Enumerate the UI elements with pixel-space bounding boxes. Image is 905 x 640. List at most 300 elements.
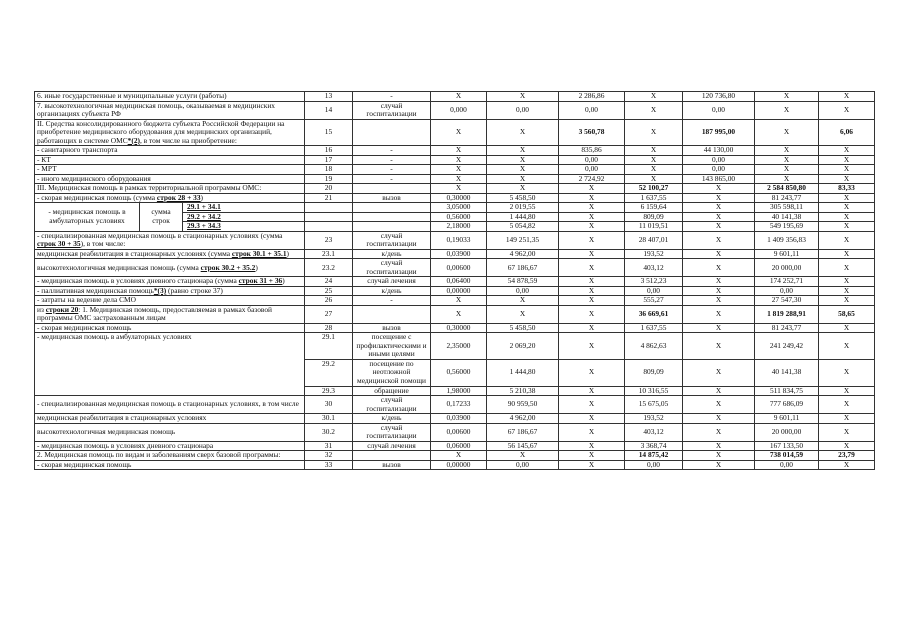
row-name (35, 296, 305, 306)
cell-c3: X (431, 305, 487, 323)
row-line-number (305, 222, 353, 232)
row-name-ref: строк 31 + 36 (238, 276, 283, 286)
cell-c3: X (431, 119, 487, 146)
cell-c8: 20 000,00 (755, 423, 819, 441)
row-unit: вызов (353, 460, 431, 470)
row-name (35, 423, 305, 441)
cell-c8: X (755, 92, 819, 102)
cell-c9: X (819, 460, 875, 470)
row-name (35, 451, 305, 461)
cell-c6: 555,27 (625, 296, 683, 306)
amb2-label: - медицинская помощь в амбулаторных условиях (35, 333, 305, 396)
amb-ref: 29.3 + 34.3 (187, 221, 221, 231)
cell-c4: 2 019,55 (487, 203, 559, 213)
row-name (35, 259, 305, 277)
cell-c8: X (755, 119, 819, 146)
cell-c3: X (431, 92, 487, 102)
cell-c3: X (431, 165, 487, 175)
cell-c3: 0,000 (431, 101, 487, 119)
row-name-text: - КТ (37, 155, 51, 164)
cell-c7: 120 736,80 (683, 92, 755, 102)
amb-ref: 29.2 + 34.2 (183, 213, 304, 223)
row-name-text: 6. иные государственные и муниципальные услуги (работы) (37, 91, 227, 100)
row-name-text: - скорая медицинская помощь (37, 323, 132, 332)
cell-c8: 241 249,42 (755, 333, 819, 360)
row-name-ref: строк 30.2 + 35.2 (200, 262, 256, 272)
cell-c9: X (819, 441, 875, 451)
cell-c4: X (487, 296, 559, 306)
row-name-ref: строк 30 + 35 (37, 239, 81, 249)
cell-c6: 28 407,01 (625, 231, 683, 249)
cell-c3: 0,03900 (431, 414, 487, 424)
table-row (35, 193, 875, 203)
cell-c9: X (819, 193, 875, 203)
row-name-text: - медицинская помощь в условиях дневного стационара (сумма (37, 276, 239, 286)
cell-c9: X (819, 333, 875, 360)
cell-c6: X (625, 174, 683, 184)
cell-c3: 0,06000 (431, 441, 487, 451)
cell-c9: X (819, 259, 875, 277)
table-row (35, 249, 875, 259)
cell-c7: X (683, 460, 755, 470)
cell-c9: X (819, 101, 875, 119)
cell-c8: 9 601,11 (755, 249, 819, 259)
cell-c8: 27 547,30 (755, 296, 819, 306)
cell-c5: X (559, 222, 625, 232)
cell-c3: 0,00000 (431, 460, 487, 470)
row-name-text: II. Средства консолидированного бюджета субъекта Российской Федерации на приобретение медицинского оборудования для медицинских организаций, работающих в системе ОМС (37, 119, 285, 145)
cell-c3: 2,18000 (431, 222, 487, 232)
cell-c7: X (683, 203, 755, 213)
cell-c5: 2 286,86 (559, 92, 625, 102)
cell-c9: X (819, 386, 875, 396)
row-line-number: 23 (305, 231, 353, 249)
cell-c3: 3,05000 (431, 203, 487, 213)
cell-c8: 777 686,09 (755, 396, 819, 414)
cell-c4: 90 959,50 (487, 396, 559, 414)
row-line-number: 14 (305, 101, 353, 119)
cell-c4: 54 878,59 (487, 277, 559, 287)
cell-c4: X (487, 451, 559, 461)
cell-c8: 0,00 (755, 460, 819, 470)
row-line-number: 29.1 (305, 333, 353, 360)
cell-c5: X (559, 323, 625, 333)
row-name-text: - затраты на ведение дела СМО (37, 295, 136, 305)
cell-c4: 1 444,80 (487, 212, 559, 222)
cell-c6: 11 019,51 (625, 222, 683, 232)
row-line-number: 26 (305, 296, 353, 306)
row-name (35, 146, 305, 156)
row-name (35, 396, 305, 414)
cell-c8: 511 834,75 (755, 386, 819, 396)
cell-c4: 0,00 (487, 460, 559, 470)
cell-c6: 52 100,27 (625, 184, 683, 194)
row-name-text: - специализированная медицинская помощь в стационарных условиях (сумма (37, 231, 283, 240)
table-row (35, 259, 875, 277)
table-row (35, 184, 875, 194)
row-name-text: медицинская реабилитация в стационарных условиях (37, 413, 207, 423)
row-line-number: 25 (305, 286, 353, 296)
row-name-text: - специализированная медицинская помощь в стационарных условиях, в том числе (37, 399, 299, 409)
row-name-text: - медицинская помощь в условиях дневного стационара (37, 441, 214, 450)
cell-c5: 0,00 (559, 101, 625, 119)
cell-c5: X (559, 396, 625, 414)
table-row (35, 414, 875, 424)
cell-c3: 0,03900 (431, 249, 487, 259)
cell-c9: X (819, 92, 875, 102)
cell-c3: 0,00600 (431, 423, 487, 441)
cell-c5: X (559, 359, 625, 386)
cell-c4: 0,00 (487, 286, 559, 296)
cell-c8: X (755, 146, 819, 156)
cell-c7: X (683, 423, 755, 441)
cell-c9: 83,33 (819, 184, 875, 194)
row-name (35, 165, 305, 175)
row-name (35, 441, 305, 451)
table-row (35, 174, 875, 184)
cell-c7: X (683, 212, 755, 222)
cell-c7: 0,00 (683, 165, 755, 175)
cell-c3: X (431, 451, 487, 461)
cell-c3: 0,56000 (431, 212, 487, 222)
cell-c5: 0,00 (559, 155, 625, 165)
cell-c5: X (559, 460, 625, 470)
row-line-number: 21 (305, 193, 353, 203)
cell-c7: X (683, 231, 755, 249)
row-line-number: 23.2 (305, 259, 353, 277)
row-name-text: высокотехнологичная медицинская помощь (37, 426, 176, 436)
row-name (35, 155, 305, 165)
row-name (35, 119, 305, 146)
cell-c9: X (819, 323, 875, 333)
cell-c6: 1 637,55 (625, 193, 683, 203)
row-name-text: из (37, 305, 46, 314)
row-name-tail: , в том числе на приобретение: (139, 135, 237, 145)
cell-c9: X (819, 174, 875, 184)
amb-sum-label: сумма строк (140, 203, 183, 231)
cell-c8: 305 598,11 (755, 203, 819, 213)
cell-c7: X (683, 277, 755, 287)
row-line-number: 24 (305, 277, 353, 287)
row-unit: - (353, 296, 431, 306)
cell-c3: 0,19033 (431, 231, 487, 249)
cell-c4: X (487, 174, 559, 184)
row-unit: - (353, 155, 431, 165)
cell-c6: 0,00 (625, 460, 683, 470)
cell-c8: X (755, 101, 819, 119)
cell-c7: X (683, 451, 755, 461)
cell-c3: X (431, 174, 487, 184)
row-unit: случай госпитализации (353, 231, 431, 249)
cell-c6: 3 512,23 (625, 277, 683, 287)
table-row (35, 165, 875, 175)
cell-c3: 2,35000 (431, 333, 487, 360)
cell-c7: X (683, 359, 755, 386)
cell-c7: 0,00 (683, 101, 755, 119)
row-unit (353, 451, 431, 461)
cell-c6: 36 669,61 (625, 305, 683, 323)
row-name-text: III. Медицинская помощь в рамках территориальной программы ОМС: (37, 183, 262, 193)
cell-c4: 5 054,82 (487, 222, 559, 232)
amb-label-text: - медицинская помощь в амбулаторных условиях (35, 203, 140, 231)
cell-c5: X (559, 203, 625, 213)
row-line-number: 18 (305, 165, 353, 175)
row-line-number: 27 (305, 305, 353, 323)
cell-c4: 4 962,00 (487, 249, 559, 259)
cell-c8: 2 584 850,80 (755, 184, 819, 194)
row-name-text: - скорая медицинская помощь (37, 460, 132, 469)
row-name-text: - скорая медицинская помощь (сумма (37, 193, 157, 202)
cell-c5: X (559, 193, 625, 203)
cell-c7: X (683, 323, 755, 333)
cell-c4: X (487, 92, 559, 102)
cell-c4: X (487, 146, 559, 156)
cell-c8: X (755, 174, 819, 184)
table-row (35, 92, 875, 102)
row-line-number: 20 (305, 184, 353, 194)
row-unit: случай госпитализации (353, 396, 431, 414)
cell-c9: X (819, 296, 875, 306)
row-unit: посещение по неотложной медицинской помощи (353, 359, 431, 386)
row-line-number: 32 (305, 451, 353, 461)
cell-c6: X (625, 119, 683, 146)
cell-c5: 3 560,78 (559, 119, 625, 146)
row-name (35, 193, 305, 203)
cell-c3: 0,17233 (431, 396, 487, 414)
cell-c3: X (431, 146, 487, 156)
cell-c6: X (625, 146, 683, 156)
table-row (35, 451, 875, 461)
row-name (35, 101, 305, 119)
cell-c5: X (559, 184, 625, 194)
cell-c7: X (683, 386, 755, 396)
cell-c8: 40 141,38 (755, 212, 819, 222)
cell-c8: 81 243,77 (755, 323, 819, 333)
cell-c4: 67 186,67 (487, 423, 559, 441)
cell-c6: X (625, 155, 683, 165)
cell-c4: 67 186,67 (487, 259, 559, 277)
table-row (35, 146, 875, 156)
row-unit (353, 184, 431, 194)
row-line-number: 31 (305, 441, 353, 451)
row-unit: обращение (353, 386, 431, 396)
cell-c5: X (559, 386, 625, 396)
cell-c7: X (683, 249, 755, 259)
cell-c6: 4 862,63 (625, 333, 683, 360)
amb-label (35, 203, 305, 232)
row-line-number: 29.2 (305, 359, 353, 386)
row-name-ref: строк 28 + 33 (156, 193, 201, 202)
row-unit: случай лечения (353, 277, 431, 287)
row-name-text: 7. высокотехнологичная медицинская помощь, оказываемая в медицинских организациях субъекта РФ (37, 101, 275, 119)
cell-c5: 835,86 (559, 146, 625, 156)
cell-c8: 0,00 (755, 286, 819, 296)
row-line-number: 23.1 (305, 249, 353, 259)
cell-c9: X (819, 286, 875, 296)
row-line-number: 33 (305, 460, 353, 470)
cell-c5: X (559, 333, 625, 360)
cell-c5: X (559, 414, 625, 424)
row-unit (353, 119, 431, 146)
cell-c6: 6 159,64 (625, 203, 683, 213)
row-name-text: медицинская реабилитация в стационарных условиях (сумма (37, 249, 232, 258)
cell-c7: X (683, 222, 755, 232)
row-line-number: 28 (305, 323, 353, 333)
cell-c6: X (625, 92, 683, 102)
cell-c7: X (683, 305, 755, 323)
row-unit (353, 212, 431, 222)
cell-c9: 6,06 (819, 119, 875, 146)
row-name (35, 277, 305, 287)
cell-c6: 403,12 (625, 259, 683, 277)
cell-c8: 9 601,11 (755, 414, 819, 424)
cell-c4: X (487, 119, 559, 146)
row-line-number: 29.3 (305, 386, 353, 396)
cell-c9: X (819, 249, 875, 259)
cell-c8: 40 141,38 (755, 359, 819, 386)
cell-c8: 1 409 356,83 (755, 231, 819, 249)
row-line-number: 16 (305, 146, 353, 156)
row-unit: вызов (353, 193, 431, 203)
cell-c6: 1 637,55 (625, 323, 683, 333)
cell-c5: X (559, 423, 625, 441)
cell-c7: 44 130,00 (683, 146, 755, 156)
cell-c3: X (431, 184, 487, 194)
cell-c9: X (819, 203, 875, 213)
row-name-tail: ), в том числе: (80, 239, 126, 249)
amb-ref: 29.1 + 34.1 (183, 203, 304, 213)
row-line-number: 30.1 (305, 414, 353, 424)
row-name (35, 286, 305, 296)
cell-c3: 0,30000 (431, 323, 487, 333)
cell-c6: X (625, 101, 683, 119)
row-line-number: 17 (305, 155, 353, 165)
row-unit: случай госпитализации (353, 423, 431, 441)
row-name-ref: строки 20 (45, 305, 79, 314)
cell-c4: X (487, 165, 559, 175)
cell-c9: 23,79 (819, 451, 875, 461)
cell-c8: 167 133,50 (755, 441, 819, 451)
cell-c6: 0,00 (625, 286, 683, 296)
cell-c8: 20 000,00 (755, 259, 819, 277)
cell-c7: 187 995,00 (683, 119, 755, 146)
row-name (35, 92, 305, 102)
cell-c7: X (683, 441, 755, 451)
row-name (35, 184, 305, 194)
row-name (35, 249, 305, 259)
amb-subtable (35, 203, 304, 231)
row-name-text: - паллиативная медицинская помощь (37, 286, 154, 295)
row-name-tail: ) (200, 193, 203, 202)
row-name-text: - санитарного транспорта (37, 145, 118, 155)
row-name (35, 414, 305, 424)
cell-c9: X (819, 231, 875, 249)
cell-c4: 5 210,38 (487, 386, 559, 396)
row-name-ref: *(2) (127, 135, 140, 145)
cell-c8: 81 243,77 (755, 193, 819, 203)
cell-c4: 2 069,20 (487, 333, 559, 360)
cell-c4: X (487, 184, 559, 194)
table-body (35, 92, 875, 470)
table-row (35, 323, 875, 333)
table-row (35, 119, 875, 146)
cell-c9: X (819, 165, 875, 175)
cell-c6: 809,09 (625, 212, 683, 222)
cell-c4: 56 145,67 (487, 441, 559, 451)
cell-c9: X (819, 222, 875, 232)
cell-c3: X (431, 155, 487, 165)
row-name (35, 323, 305, 333)
cell-c7: X (683, 296, 755, 306)
row-line-number: 15 (305, 119, 353, 146)
row-unit: к/день (353, 286, 431, 296)
cell-c7: X (683, 333, 755, 360)
row-name-tail: (равно строке 37) (166, 286, 223, 295)
row-unit (353, 203, 431, 213)
table-row (35, 460, 875, 470)
row-unit: случай госпитализации (353, 101, 431, 119)
row-line-number: 13 (305, 92, 353, 102)
cell-c5: X (559, 441, 625, 451)
cell-c9: X (819, 277, 875, 287)
cell-c9: X (819, 423, 875, 441)
cell-c3: 0,06400 (431, 277, 487, 287)
cell-c3: 1,98000 (431, 386, 487, 396)
cell-c7: X (683, 193, 755, 203)
cell-c5: 0,00 (559, 165, 625, 175)
cell-c9: 58,65 (819, 305, 875, 323)
cell-c6: 193,52 (625, 249, 683, 259)
cell-c5: X (559, 286, 625, 296)
amb-sub-row (35, 203, 304, 231)
cell-c9: X (819, 155, 875, 165)
cell-c9: X (819, 146, 875, 156)
row-unit: - (353, 146, 431, 156)
row-name-text: - иного медицинского оборудования (37, 174, 151, 183)
cell-c5: X (559, 277, 625, 287)
table-row (35, 286, 875, 296)
cell-c5: X (559, 259, 625, 277)
cell-c8: X (755, 165, 819, 175)
row-line-number: 19 (305, 174, 353, 184)
cell-c6: 10 316,55 (625, 386, 683, 396)
row-line-number: 30.2 (305, 423, 353, 441)
cell-c7: X (683, 259, 755, 277)
amb-refs (183, 203, 305, 231)
row-name-tail: ) (286, 249, 289, 258)
cell-c3: 0,00600 (431, 259, 487, 277)
row-unit (353, 222, 431, 232)
row-name-text: высокотехнологичная медицинская помощь (сумма (37, 262, 201, 272)
cell-c6: 15 675,05 (625, 396, 683, 414)
table-row (35, 203, 875, 213)
cell-c7: 0,00 (683, 155, 755, 165)
cell-c8: X (755, 155, 819, 165)
table-row (35, 305, 875, 323)
row-unit: посещение с профилактическими и иными целями (353, 333, 431, 360)
cell-c5: X (559, 212, 625, 222)
cell-c6: X (625, 165, 683, 175)
row-name (35, 460, 305, 470)
table-row (35, 277, 875, 287)
cell-c4: X (487, 155, 559, 165)
row-name (35, 305, 305, 323)
cell-c5: X (559, 231, 625, 249)
table-row (35, 441, 875, 451)
cell-c7: X (683, 286, 755, 296)
table-row (35, 396, 875, 414)
cell-c7: X (683, 184, 755, 194)
